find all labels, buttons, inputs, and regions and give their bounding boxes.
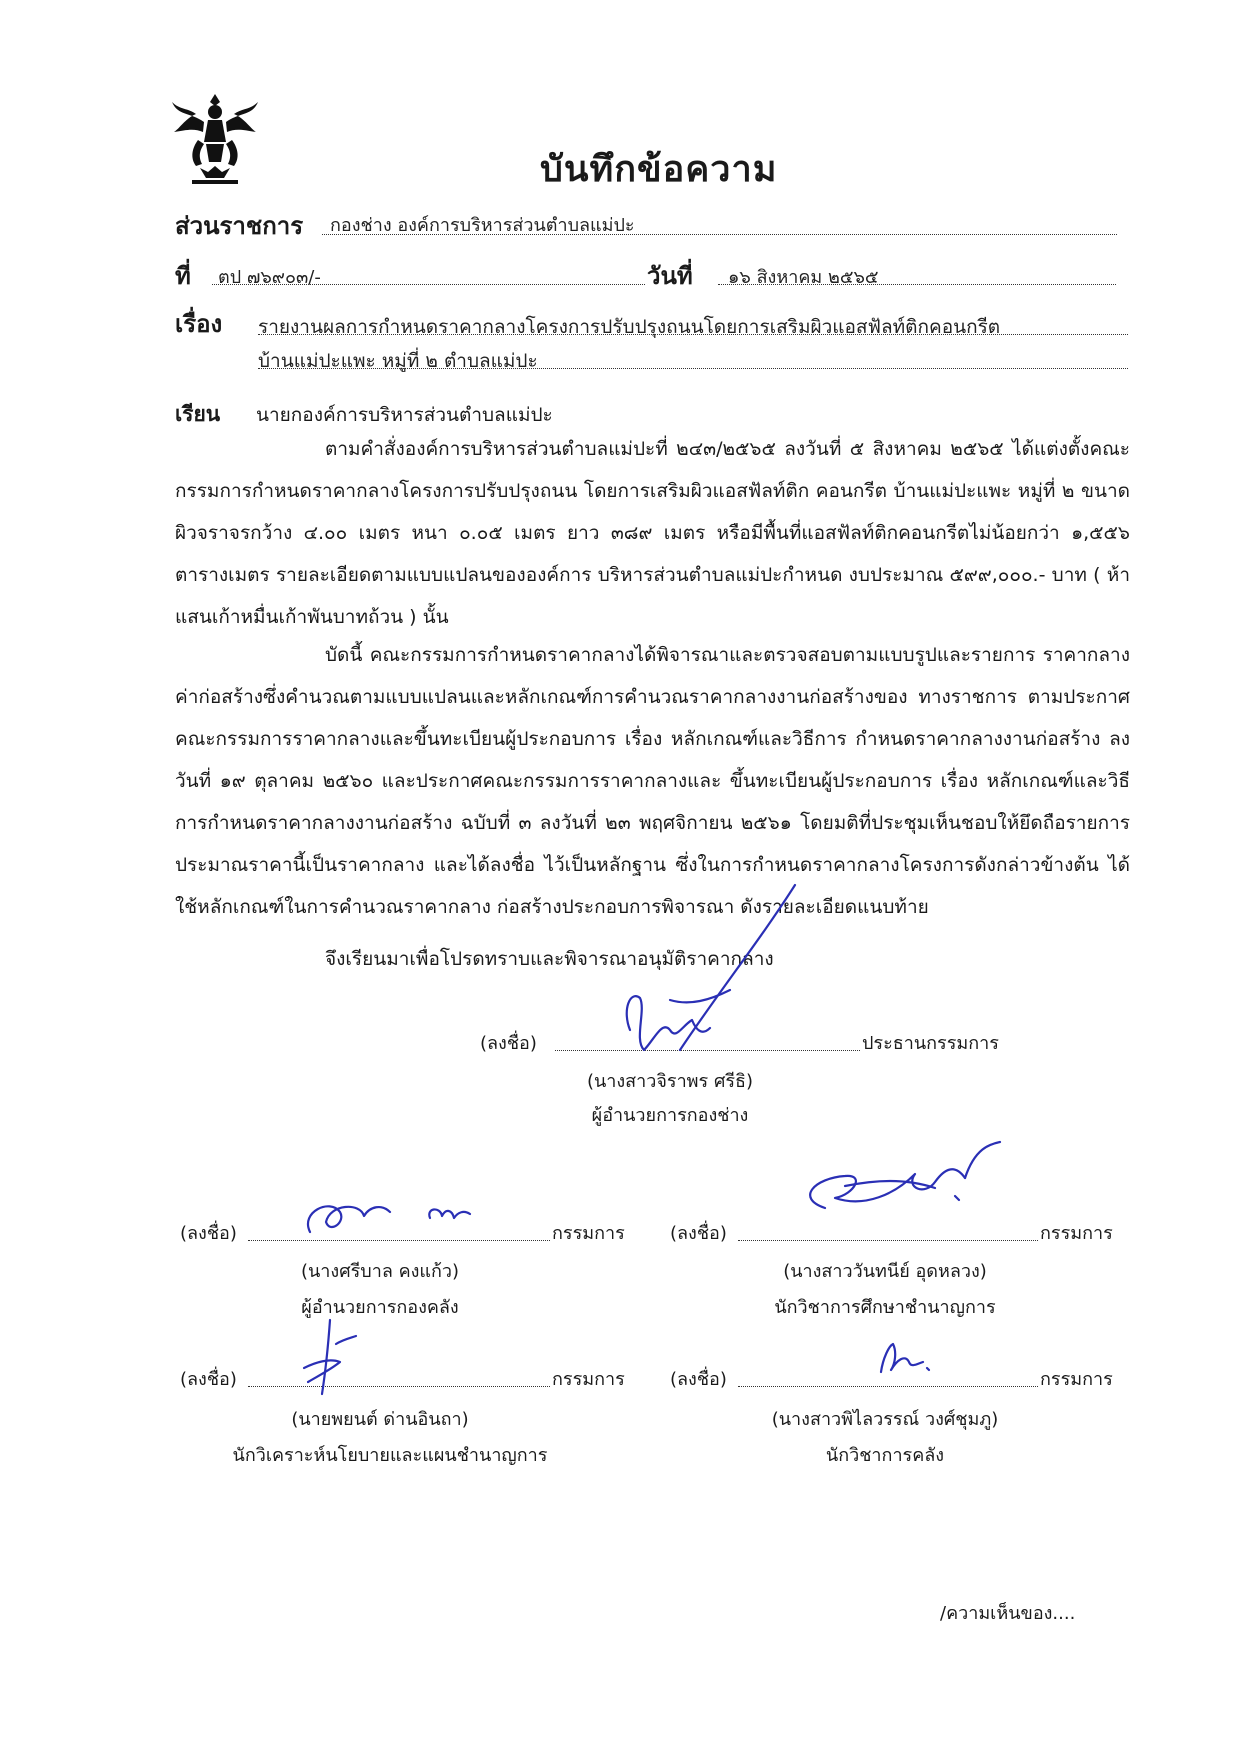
member3-sign-line (248, 1386, 550, 1387)
date-label: วันที่ (647, 262, 693, 290)
chair-name: (นางสาวจิราพร ศรีธิ) (586, 1071, 754, 1092)
garuda-emblem-icon (170, 88, 260, 188)
member2-position: นักวิชาการศึกษาชำนาญการ (774, 1297, 996, 1318)
member3-sign-prefix: (ลงชื่อ) (180, 1369, 237, 1390)
member4-position: นักวิชาการคลัง (825, 1445, 945, 1466)
member3-name: (นายพยนต์ ด่านอินถา) (291, 1409, 469, 1430)
subject-line-1: รายงานผลการกำหนดราคากลางโครงการปรับปรุงถนนโดยการเสริมผิวแอสฟัลท์ติกคอนกรีต (258, 316, 1001, 338)
member1-name: (นางศรีบาล คงแก้ว) (300, 1261, 460, 1282)
member3-signature-mark (300, 1318, 360, 1398)
member4-name: (นางสาวพิไลวรรณ์ วงศ์ชุมภู) (771, 1409, 999, 1430)
ref-label: ที่ (175, 262, 191, 290)
member4-sign-prefix: (ลงชื่อ) (670, 1369, 727, 1390)
member3-position: นักวิเคราะห์นโยบายและแผนชำนาญการ (232, 1445, 548, 1466)
member1-role: กรรมการ (552, 1223, 625, 1244)
chair-position: ผู้อำนวยการกองช่าง (591, 1105, 749, 1126)
page-title: บันทึกข้อความ (540, 149, 778, 190)
member2-signature-mark (785, 1138, 1005, 1228)
member2-role: กรรมการ (1040, 1223, 1113, 1244)
member1-position: ผู้อำนวยการกองคลัง (301, 1297, 459, 1318)
member4-role: กรรมการ (1040, 1369, 1113, 1390)
member3-role: กรรมการ (552, 1369, 625, 1390)
subject-label: เรื่อง (175, 310, 223, 338)
member2-name: (นางสาววันทนีย์ อุดหลวง) (783, 1261, 987, 1282)
date-value: ๑๖ สิงหาคม ๒๕๖๕ (728, 267, 879, 288)
ref-value: ตป ๗๖๙๐๓/- (218, 267, 321, 288)
closing-text: จึงเรียนมาเพื่อโปรดทราบและพิจารณาอนุมัติราคากลาง (325, 948, 774, 970)
agency-label: ส่วนราชการ (175, 212, 304, 240)
member4-sign-line (738, 1386, 1038, 1387)
body-paragraph-1: ตามคำสั่งองค์การบริหารส่วนตำบลแม่ปะที่ ๒๔๓/๒๕๖๕ ลงวันที่ ๕ สิงหาคม ๒๕๖๕ ได้แต่งตั้งคณะกรรมการกำหนดราคากลางโครงการปรับปรุงถนน โดยการเสริมผิวแอสฟัลท์ติก คอนกรีต บ้านแม่ปะแพะ หมู่ที่ ๒ ขนาดผิวจราจรกว้าง ๔.๐๐ เมตร หนา ๐.๐๕ เมตร ยาว ๓๘๙ เมตร หรือมีพื้นที่แอสฟัลท์ติกคอนกรีตไม่น้อยกว่า ๑,๕๕๖ ตารางเมตร รายละเอียดตามแบบแปลนขององค์การ บริหารส่วนตำบลแม่ปะกำหนด งบประมาณ ๕๙๙,๐๐๐.- บาท ( ห้าแสนเก้าหมื่นเก้าพันบาทถ้วน ) นั้น (175, 438, 1130, 628)
member2-sign-prefix: (ลงชื่อ) (670, 1223, 727, 1244)
member4-signature-mark (875, 1338, 935, 1378)
member1-sign-prefix: (ลงชื่อ) (180, 1223, 237, 1244)
continuation-note: /ความเห็นของ.... (940, 1603, 1076, 1624)
member2-sign-line (738, 1240, 1038, 1241)
salutation-label: เรียน (175, 402, 221, 426)
member1-signature-mark (300, 1192, 500, 1242)
salutation-to: นายกองค์การบริหารส่วนตำบลแม่ปะ (256, 404, 553, 426)
subject-line-2: บ้านแม่ปะแพะ หมู่ที่ ๒ ตำบลแม่ปะ (258, 350, 538, 372)
body-paragraph-2: บัดนี้ คณะกรรมการกำหนดราคากลางได้พิจารณาและตรวจสอบตามแบบรูปและรายการ ราคากลางค่าก่อสร้างซึ่งคำนวณตามแบบแปลนและหลักเกณฑ์การคำนวณราคากลางงานก่อสร้างของ ทางราชการ ตามประกาศคณะกรรมการราคากลางและขึ้นทะเบียนผู้ประกอบการ เรื่อง หลักเกณฑ์และวิธีการ กำหนดราคากลางงานก่อสร้าง ลงวันที่ ๑๙ ตุลาคม ๒๕๖๐ และประกาศคณะกรรมการราคากลางและ ขึ้นทะเบียนผู้ประกอบการ เรื่อง หลักเกณฑ์และวิธีการกำหนดราคากลางงานก่อสร้าง ฉบับที่ ๓ ลงวันที่ ๒๓ พฤศจิกายน ๒๕๖๑ โดยมติที่ประชุมเห็นชอบให้ยึดถือรายการประมาณราคานี้เป็นราคากลาง และได้ลงชื่อ ไว้เป็นหลักฐาน ซึ่งในการกำหนดราคากลางโครงการดังกล่าวข้างต้น ได้ใช้หลักเกณฑ์ในการคำนวณราคากลาง ก่อสร้างประกอบการพิจารณา ดังรายละเอียดแนบท้าย (175, 644, 1130, 918)
chair-sign-prefix: (ลงชื่อ) (480, 1033, 537, 1054)
agency-value: กองช่าง องค์การบริหารส่วนตำบลแม่ปะ (330, 215, 635, 236)
chair-role: ประธานกรรมการ (862, 1033, 999, 1054)
chair-signature-mark (600, 880, 800, 1080)
